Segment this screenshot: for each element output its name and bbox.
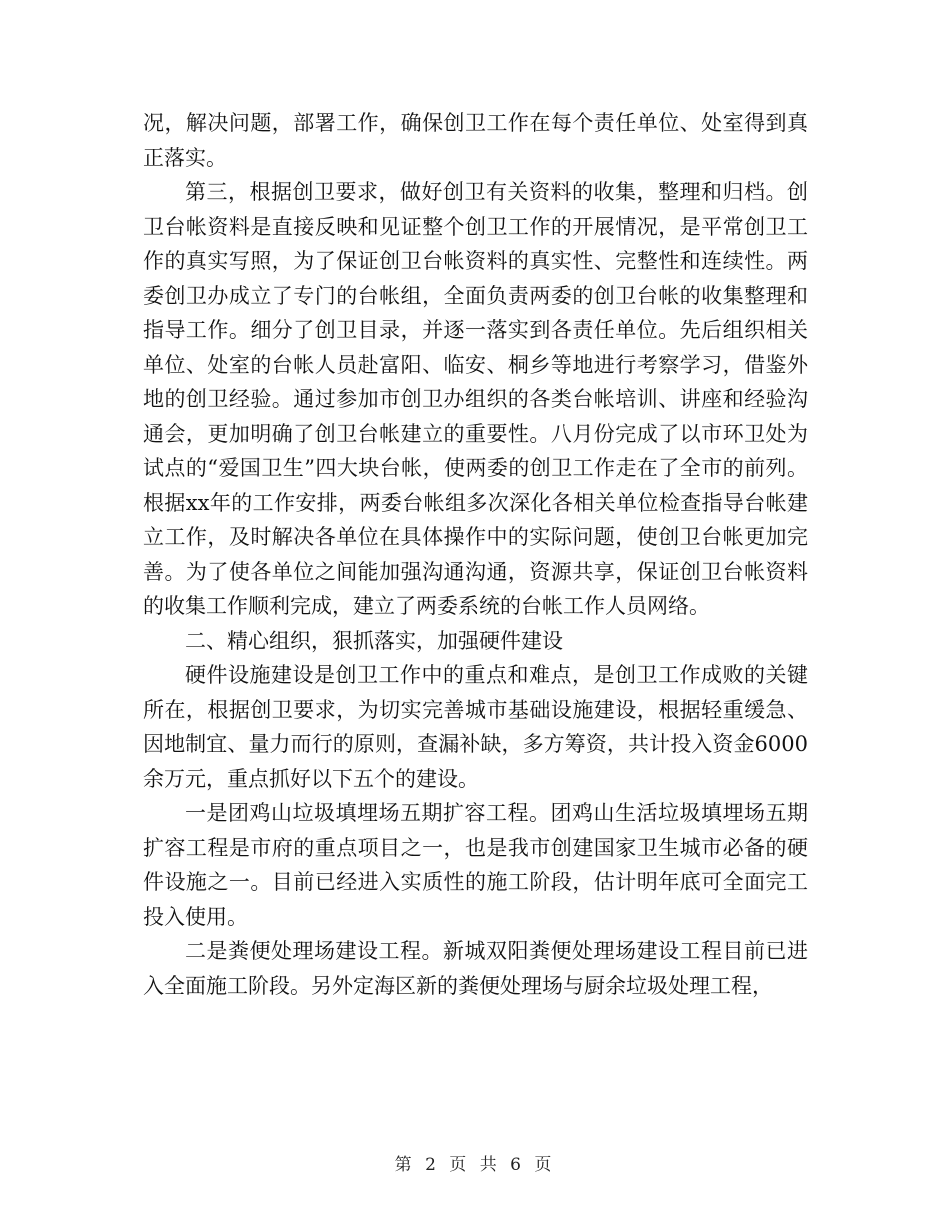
paragraph-continuation: 况，解决问题，部署工作，确保创卫工作在每个责任单位、处室得到真正落实。 (143, 111, 808, 170)
section-heading-hardware: 二、精心组织，狠抓落实，加强硬件建设 (185, 628, 563, 653)
paragraph-landfill-project: 一是团鸡山垃圾填埋场五期扩容工程。团鸡山生活垃圾填埋场五期扩容工程是市府的重点项目之一，也是我市创建国家卫生城市必备的硬件设施之一。目前已经进入实质性的施工阶段，估计明年底可全面完工投入使用。 (143, 801, 808, 929)
paragraph-ledger-records: 第三，根据创卫要求，做好创卫有关资料的收集，整理和归档。创卫台帐资料是直接反映和见证整个创卫工作的开展情况，是平常创卫工作的真实写照，为了保证创卫台帐资料的真实性、完整性和连续性。两委创卫办成立了专门的台帐组，全面负责两委的创卫台帐的收集整理和指导工作。细分了创卫目录，并逐一落实到各责任单位。先后组织相关单位、处室的台帐人员赴富阳、临安、桐乡等地进行考察学习，借鉴外地的创卫经验。通过参加市创卫办组织的各类台帐培训、讲座和经验沟通会，更加明确了创卫台帐建立的重要性。八月份完成了以市环卫处为试点的“爱国卫生”四大块台帐，使两委的创卫工作走在了全市的前列。根据xx年的工作安排，两委台帐组多次深化各相关单位检查指导台帐建立工作，及时解决各单位在具体操作中的实际问题，使创卫台帐更加完善。为了使各单位之间能加强沟通沟通，资源共享，保证创卫台帐资料的收集工作顺利完成，建立了两委系统的台帐工作人员网络。 (143, 180, 808, 618)
paragraph-waste-treatment-project: 二是粪便处理场建设工程。新城双阳粪便处理场建设工程目前已进入全面施工阶段。另外定海区新的粪便处理场与厨余垃圾处理工程， (143, 939, 808, 998)
paragraph-hardware-construction: 硬件设施建设是创卫工作中的重点和难点，是创卫工作成败的关键所在，根据创卫要求，为切实完善城市基础设施建设，根据轻重缓急、因地制宜、量力而行的原则，查漏补缺，多方筹资，共计投入资金6000余万元，重点抓好以下五个的建设。 (143, 663, 808, 791)
page-number-footer: 第 2 页 共 6 页 (394, 1155, 556, 1175)
document-body (143, 106, 808, 1003)
